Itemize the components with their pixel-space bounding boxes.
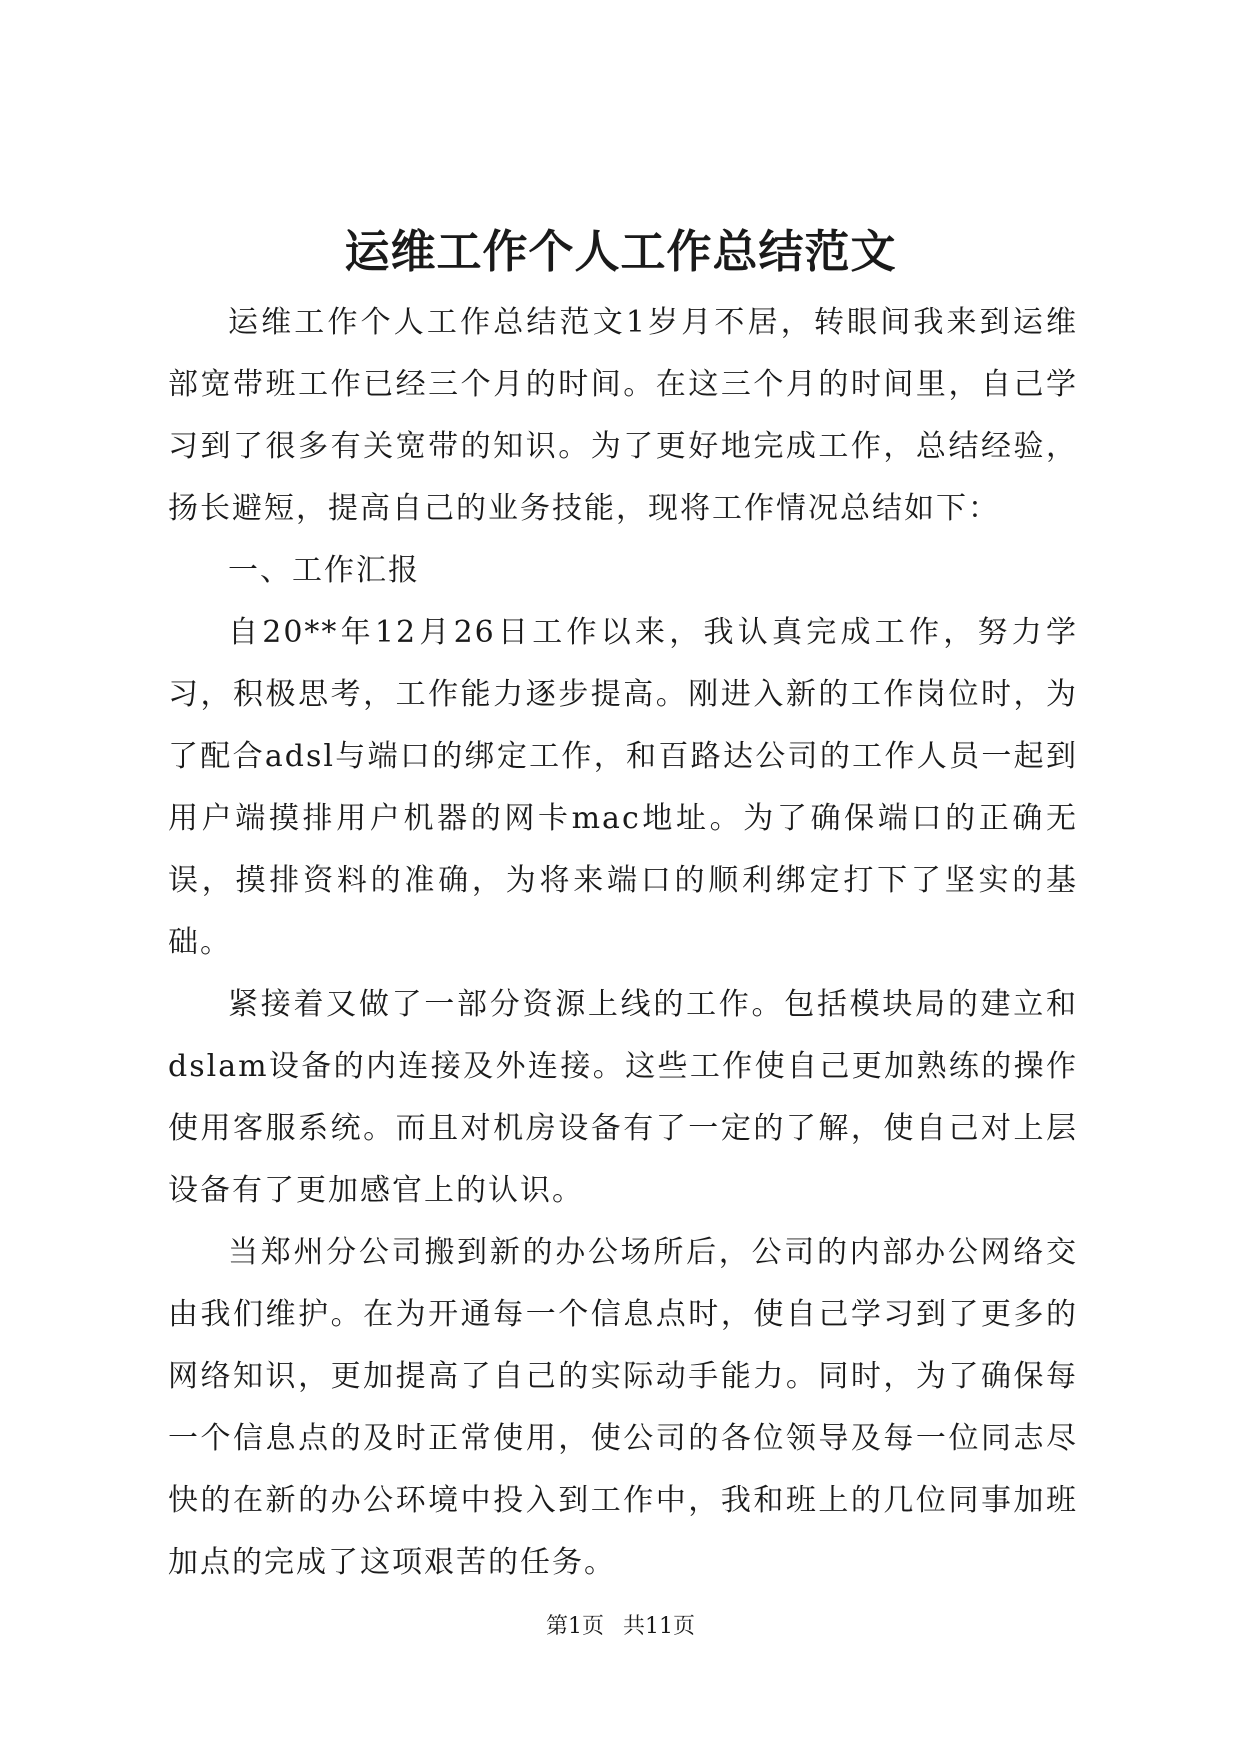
document-title: 运维工作个人工作总结范文 [344,225,897,278]
paragraph-resource-online: 紧接着又做了一部分资源上线的工作。包括模块局的建立和dslam设备的内连接及外连接。这些工作使自己更加熟练的操作使用客服系统。而且对机房设备有了一定的了解，使自己对上层设备有了更加感官上的认识。 [168,987,1078,1208]
document-body [168,292,1078,1594]
paragraph-intro: 运维工作个人工作总结范文1岁月不居，转眼间我来到运维部宽带班工作已经三个月的时间。在这三个月的时间里，自己学习到了很多有关宽带的知识。为了更好地完成工作，总结经验，扬长避短，提高自己的业务技能，现将工作情况总结如下： [168,305,1078,526]
section-heading-work-report: 一、工作汇报 [228,553,420,588]
page-total: 共11页 [623,1614,695,1639]
paragraph-work-since-start: 自20**年12月26日工作以来，我认真完成工作，努力学习，积极思考，工作能力逐步提高。刚进入新的工作岗位时，为了配合adsl与端口的绑定工作，和百路达公司的工作人员一起到用户端摸排用户机器的网卡mac地址。为了确保端口的正确无误，摸排资料的准确，为将来端口的顺利绑定打下了坚实的基础。 [168,615,1078,960]
paragraph-office-network: 当郑州分公司搬到新的办公场所后，公司的内部办公网络交由我们维护。在为开通每一个信息点时，使自己学习到了更多的网络知识，更加提高了自己的实际动手能力。同时，为了确保每一个信息点的及时正常使用，使公司的各位领导及每一位同志尽快的在新的办公环境中投入到工作中，我和班上的几位同事加班加点的完成了这项艰苦的任务。 [168,1235,1078,1580]
page-number: 第1页 [546,1614,604,1639]
page-footer [0,1612,1241,1642]
